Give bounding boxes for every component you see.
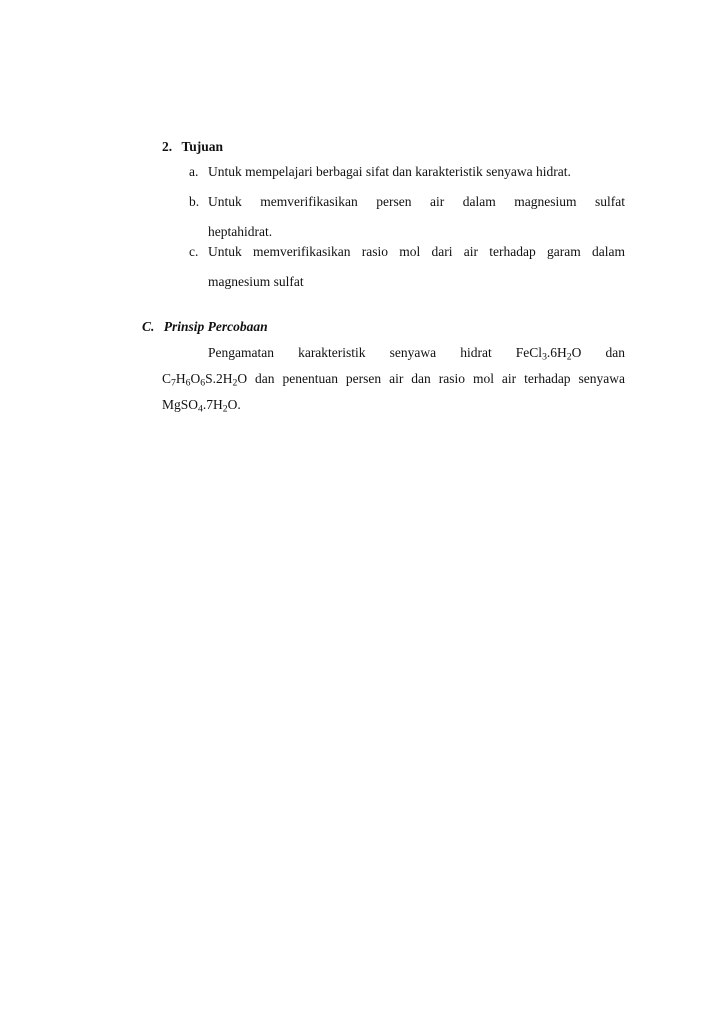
tujuan-item-b-text-line1: Untuk memverifikasikan persen air dalam magnesium sulfat xyxy=(208,194,625,209)
prinsip-heading xyxy=(142,318,268,336)
prinsip-title: Prinsip Percobaan xyxy=(163,319,268,334)
tujuan-number: 2. xyxy=(162,139,173,154)
prinsip-label: C. xyxy=(142,319,155,334)
tujuan-item-c-text-line2: magnesium sulfat xyxy=(208,274,304,289)
tujuan-item-a-text: Untuk mempelajari berbagai sifat dan karakteristik senyawa hidrat. xyxy=(208,164,571,179)
prinsip-paragraph-line3 xyxy=(162,396,241,414)
tujuan-item-a-marker: a. xyxy=(189,164,199,179)
prinsip-line1-text: Pengamatan karakteristik senyawa hidrat xyxy=(208,345,492,360)
prinsip-line2-formula: $C_7H_6O_6S.2H_2$ xyxy=(162,371,238,389)
prinsip-paragraph-line2 xyxy=(162,370,625,388)
tujuan-item-c-marker: c. xyxy=(189,244,199,259)
prinsip-line1-end: dan xyxy=(605,345,625,360)
tujuan-title: Tujuan xyxy=(181,139,224,154)
prinsip-paragraph-line1 xyxy=(208,344,625,362)
prinsip-line3-formula: $MgSO_4.7H_2O$. xyxy=(162,397,241,415)
prinsip-line1-formula: $FeCl_3.6H_2O$ xyxy=(515,345,582,363)
tujuan-item-c-text-line1: Untuk memverifikasikan rasio mol dari air terhadap garam dalam xyxy=(208,244,625,259)
tujuan-heading xyxy=(162,138,223,156)
prinsip-line2-rest: O dan penentuan persen air dan rasio mol air terhadap senyawa xyxy=(237,371,625,386)
tujuan-item-b-text-line2: heptahidrat. xyxy=(208,224,273,239)
tujuan-item-b-marker: b. xyxy=(189,194,200,209)
